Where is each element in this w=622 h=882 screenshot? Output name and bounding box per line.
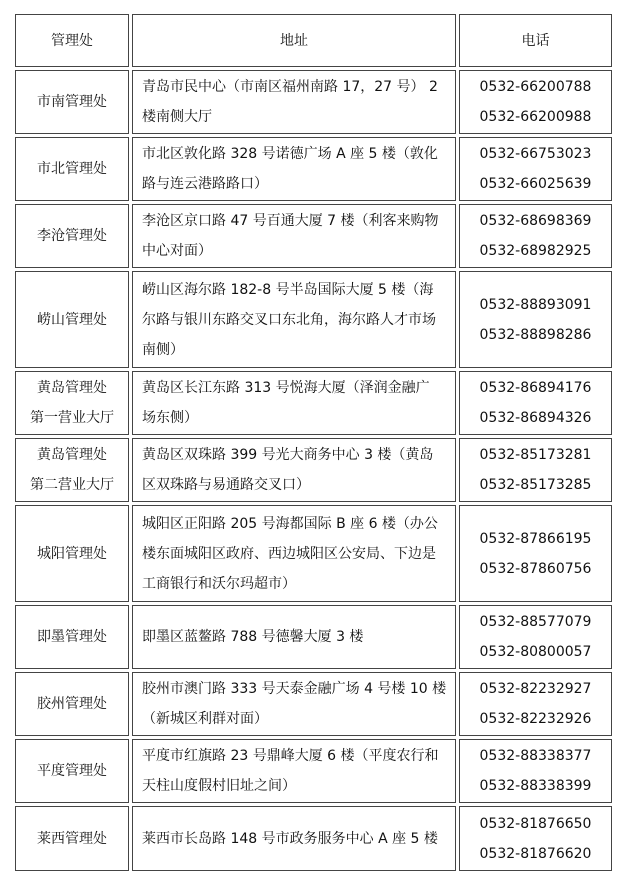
- address-line: 黄岛区长江东路 313 号悦海大厦（泽润金融广: [142, 380, 430, 396]
- address-line: 胶州市澳门路 333 号天泰金融广场 4 号楼 10 楼: [142, 681, 447, 697]
- address-cell: [132, 806, 456, 871]
- phone-cell: [459, 605, 612, 669]
- office-name-cell: [15, 739, 129, 803]
- phone-cell: [459, 505, 612, 602]
- address-cell: [132, 605, 456, 669]
- office-name-cell: [15, 271, 129, 368]
- phone-number: 0532-88338377: [479, 748, 592, 764]
- address-line: 城阳区正阳路 205 号海都国际 B 座 6 楼（办公: [142, 515, 438, 532]
- table-row: [15, 371, 612, 435]
- table-row: [15, 137, 612, 201]
- office-name-cell: [15, 137, 129, 201]
- phone-cell: [459, 70, 612, 134]
- table-row: [15, 271, 612, 368]
- phone-number: 0532-66753023: [479, 146, 592, 162]
- office-name-line: 胶州管理处: [37, 696, 107, 712]
- phone-cell: [459, 672, 612, 736]
- office-name-line: 李沧管理处: [37, 228, 107, 244]
- address-cell: [132, 137, 456, 201]
- office-name-cell: [15, 438, 129, 502]
- phone-number: 0532-80800057: [479, 644, 592, 660]
- office-name-line: 崂山管理处: [37, 311, 107, 328]
- address-cell: [132, 438, 456, 502]
- address-cell: [132, 505, 456, 602]
- office-name-cell: [15, 505, 129, 602]
- phone-cell: [459, 137, 612, 201]
- office-name-line: 第一营业大厅: [30, 410, 114, 426]
- address-line: 中心对面）: [142, 243, 212, 259]
- address-line: 路与连云港路路口）: [142, 176, 268, 192]
- phone-number: 0532-88898286: [479, 326, 592, 343]
- phone-number: 0532-88338399: [479, 778, 592, 794]
- header-phone: 电话: [459, 14, 612, 67]
- address-cell: [132, 271, 456, 368]
- table-row: [15, 204, 612, 268]
- phone-cell: [459, 806, 612, 871]
- office-name-cell: [15, 806, 129, 871]
- address-cell: [132, 739, 456, 803]
- phone-number: 0532-87860756: [479, 560, 592, 577]
- office-name-cell: [15, 672, 129, 736]
- address-line: 尔路与银川东路交叉口东北角，海尔路人才市场: [142, 311, 436, 328]
- office-directory-table: [12, 11, 615, 874]
- office-name-line: 平度管理处: [37, 763, 107, 779]
- phone-number: 0532-68698369: [479, 213, 592, 229]
- address-line: （新城区利群对面）: [142, 711, 268, 727]
- office-name-line: 城阳管理处: [37, 545, 107, 562]
- address-cell: [132, 70, 456, 134]
- address-line: 黄岛区双珠路 399 号光大商务中心 3 楼（黄岛: [142, 447, 434, 463]
- phone-number: 0532-88893091: [479, 296, 592, 313]
- table-row: [15, 806, 612, 871]
- office-name-cell: [15, 70, 129, 134]
- phone-number: 0532-66200988: [479, 109, 592, 125]
- phone-cell: [459, 204, 612, 268]
- address-line: 青岛市民中心（市南区福州南路 17，27 号） 2: [142, 79, 438, 95]
- office-name-line: 即墨管理处: [37, 629, 107, 645]
- address-line: 场东侧）: [142, 410, 198, 426]
- address-line: 区双珠路与易通路交叉口）: [142, 477, 310, 493]
- phone-number: 0532-88577079: [479, 614, 592, 630]
- office-name-line: 莱西管理处: [37, 830, 107, 847]
- phone-number: 0532-86894176: [479, 380, 592, 396]
- phone-number: 0532-82232927: [479, 681, 592, 697]
- address-line: 市北区敦化路 328 号诺德广场 A 座 5 楼（敦化: [142, 146, 438, 162]
- phone-cell: [459, 438, 612, 502]
- address-line: 平度市红旗路 23 号鼎峰大厦 6 楼（平度农行和: [142, 748, 439, 764]
- phone-number: 0532-85173281: [479, 447, 592, 463]
- phone-cell: [459, 371, 612, 435]
- office-name-cell: [15, 204, 129, 268]
- phone-cell: [459, 271, 612, 368]
- address-line: 天柱山度假村旧址之间）: [142, 778, 296, 794]
- address-cell: [132, 672, 456, 736]
- table-row: [15, 605, 612, 669]
- phone-number: 0532-85173285: [479, 477, 592, 493]
- table-row: [15, 505, 612, 602]
- office-name-cell: [15, 371, 129, 435]
- address-cell: [132, 371, 456, 435]
- office-name-line: 黄岛管理处: [37, 380, 107, 396]
- office-name-line: 第二营业大厅: [30, 477, 114, 493]
- header-row: [15, 14, 612, 67]
- table-row: [15, 672, 612, 736]
- address-line: 楼南侧大厅: [142, 109, 212, 125]
- phone-number: 0532-81876650: [479, 815, 592, 832]
- address-line: 李沧区京口路 47 号百通大厦 7 楼（利客来购物: [142, 213, 439, 229]
- office-name-line: 市南管理处: [37, 94, 107, 110]
- phone-number: 0532-86894326: [479, 410, 592, 426]
- phone-number: 0532-81876620: [479, 845, 592, 862]
- phone-number: 0532-87866195: [479, 530, 592, 547]
- phone-number: 0532-66200788: [479, 79, 592, 95]
- table-row: [15, 739, 612, 803]
- office-name-line: 市北管理处: [37, 161, 107, 177]
- address-line: 莱西市长岛路 148 号市政务服务中心 A 座 5 楼: [142, 830, 438, 847]
- address-line: 崂山区海尔路 182-8 号半岛国际大厦 5 楼（海: [142, 281, 434, 298]
- address-line: 南侧）: [142, 341, 184, 358]
- office-name-cell: [15, 605, 129, 669]
- phone-number: 0532-68982925: [479, 243, 592, 259]
- address-cell: [132, 204, 456, 268]
- header-office: 管理处: [15, 14, 129, 67]
- address-line: 即墨区蓝鳌路 788 号德馨大厦 3 楼: [142, 629, 364, 645]
- office-name-line: 黄岛管理处: [37, 447, 107, 463]
- phone-cell: [459, 739, 612, 803]
- address-line: 楼东面城阳区政府、西边城阳区公安局、下边是: [142, 545, 436, 562]
- table-row: [15, 438, 612, 502]
- phone-number: 0532-82232926: [479, 711, 592, 727]
- address-line: 工商银行和沃尔玛超市）: [142, 575, 296, 592]
- header-address: 地址: [132, 14, 456, 67]
- table-row: [15, 70, 612, 134]
- phone-number: 0532-66025639: [479, 176, 592, 192]
